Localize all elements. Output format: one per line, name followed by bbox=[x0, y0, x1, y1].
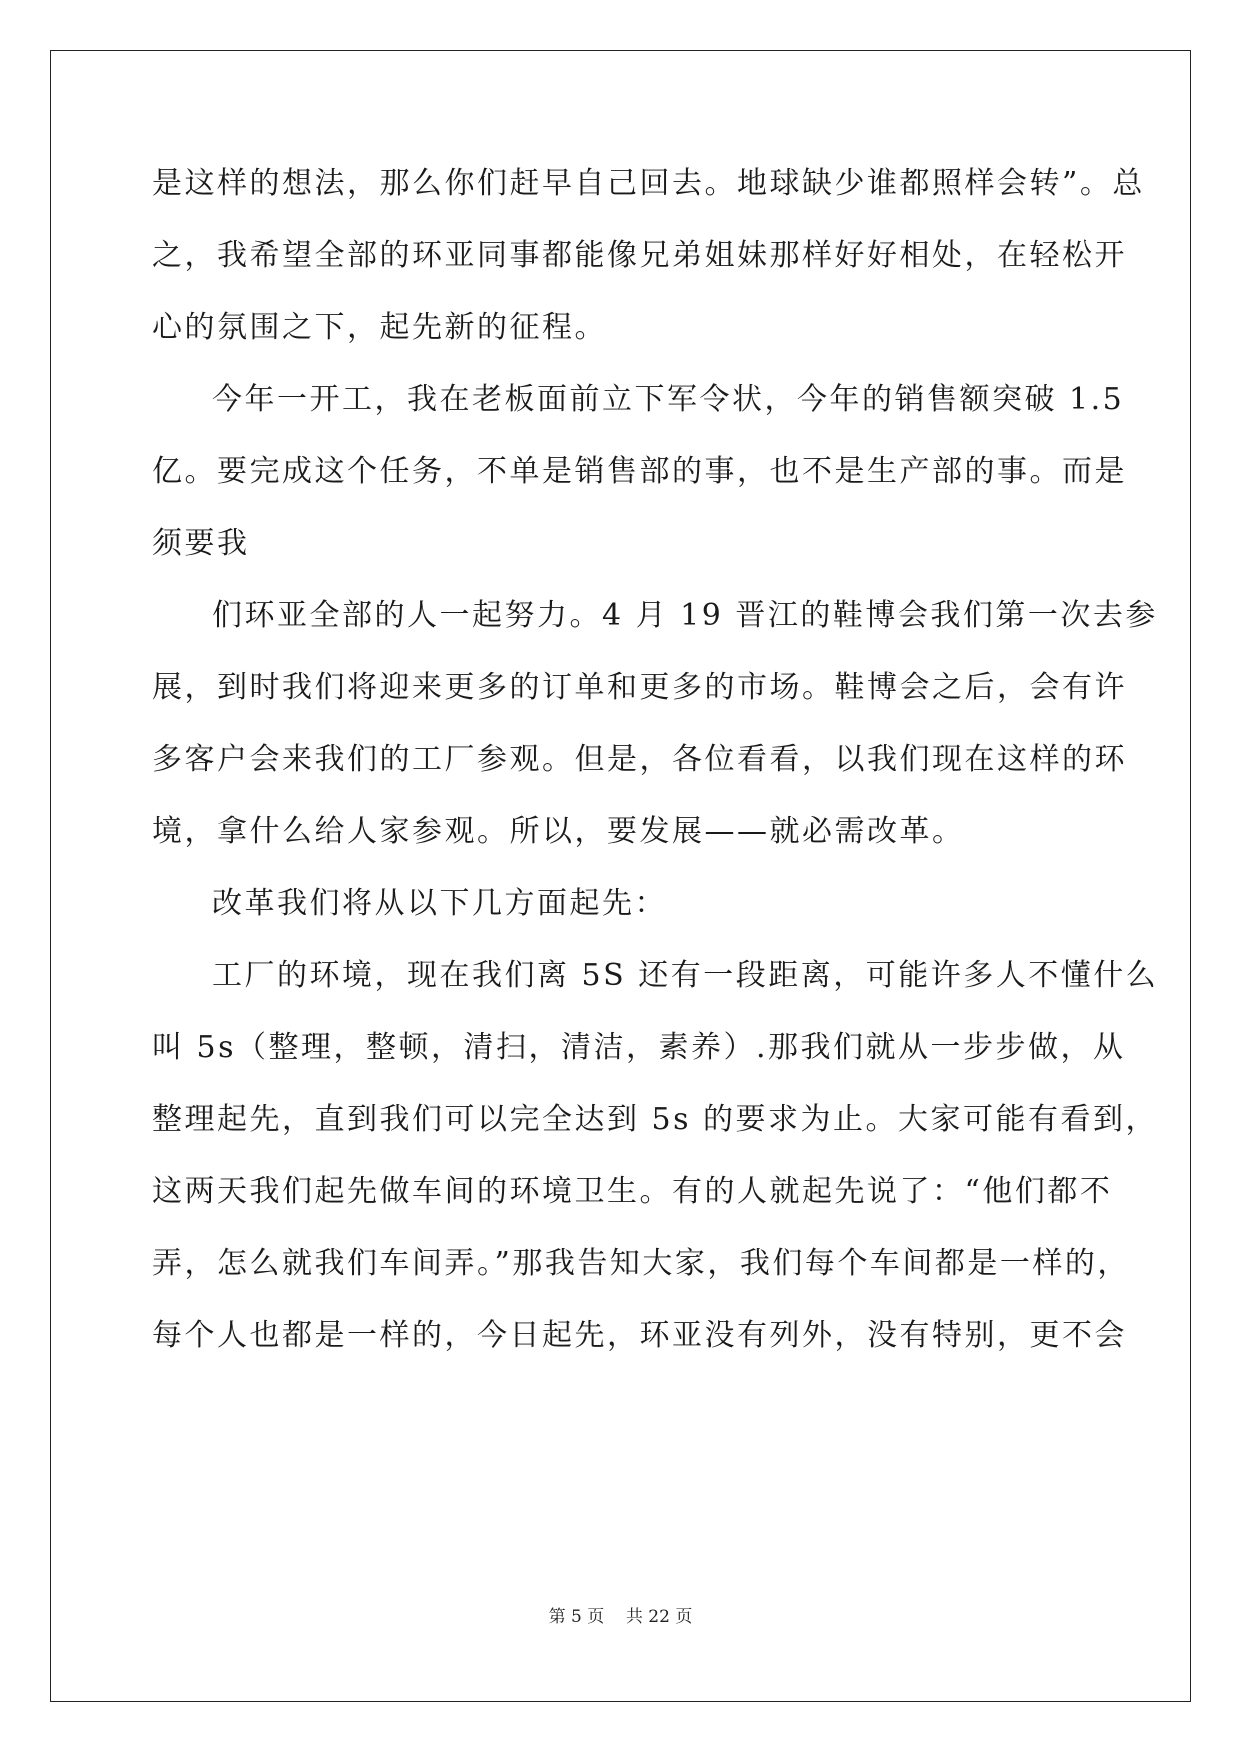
text-line: 每个人也都是一样的，今日起先，环亚没有列外，没有特别，更不会 bbox=[152, 1318, 1127, 1353]
text-line: 心的氛围之下，起先新的征程。 bbox=[152, 310, 607, 345]
paragraph-first-line: 今年一开工，我在老板面前立下军令状，今年的销售额突破 1.5 bbox=[212, 382, 1125, 417]
page-number-label: 第 5 页 共 22 页 bbox=[548, 1607, 693, 1627]
text-line: 叫 5s（整理，整顿，清扫，清洁，素养）.那我们就从一步步做，从 bbox=[152, 1030, 1126, 1065]
text-line: 是这样的想法，那么你们赶早自己回去。地球缺少谁都照样会转”。总 bbox=[152, 166, 1145, 201]
text-line: 须要我 bbox=[152, 526, 250, 561]
paragraph-first-line: 改革我们将从以下几方面起先： bbox=[212, 886, 667, 921]
text-line: 这两天我们起先做车间的环境卫生。有的人就起先说了：“他们都不 bbox=[152, 1174, 1113, 1209]
text-line: 之，我希望全部的环亚同事都能像兄弟姐妹那样好好相处，在轻松开 bbox=[152, 238, 1127, 273]
text-line: 亿。要完成这个任务，不单是销售部的事，也不是生产部的事。而是 bbox=[152, 454, 1127, 489]
text-line: 弄，怎么就我们车间弄。”那我告知大家，我们每个车间都是一样的， bbox=[152, 1246, 1130, 1281]
text-line: 展，到时我们将迎来更多的订单和更多的市场。鞋博会之后，会有许 bbox=[152, 670, 1127, 705]
text-line: 多客户会来我们的工厂参观。但是，各位看看，以我们现在这样的环 bbox=[152, 742, 1127, 777]
text-line: 境，拿什么给人家参观。所以，要发展——就必需改革。 bbox=[152, 814, 965, 849]
paragraph-first-line: 们环亚全部的人一起努力。4 月 19 晋江的鞋博会我们第一次去参 bbox=[212, 598, 1158, 633]
page-footer bbox=[0, 1602, 1241, 1627]
text-line: 整理起先，直到我们可以完全达到 5s 的要求为止。大家可能有看到， bbox=[152, 1102, 1159, 1137]
page-border bbox=[50, 50, 1191, 1702]
paragraph-first-line: 工厂的环境，现在我们离 5S 还有一段距离，可能许多人不懂什么 bbox=[212, 958, 1159, 993]
